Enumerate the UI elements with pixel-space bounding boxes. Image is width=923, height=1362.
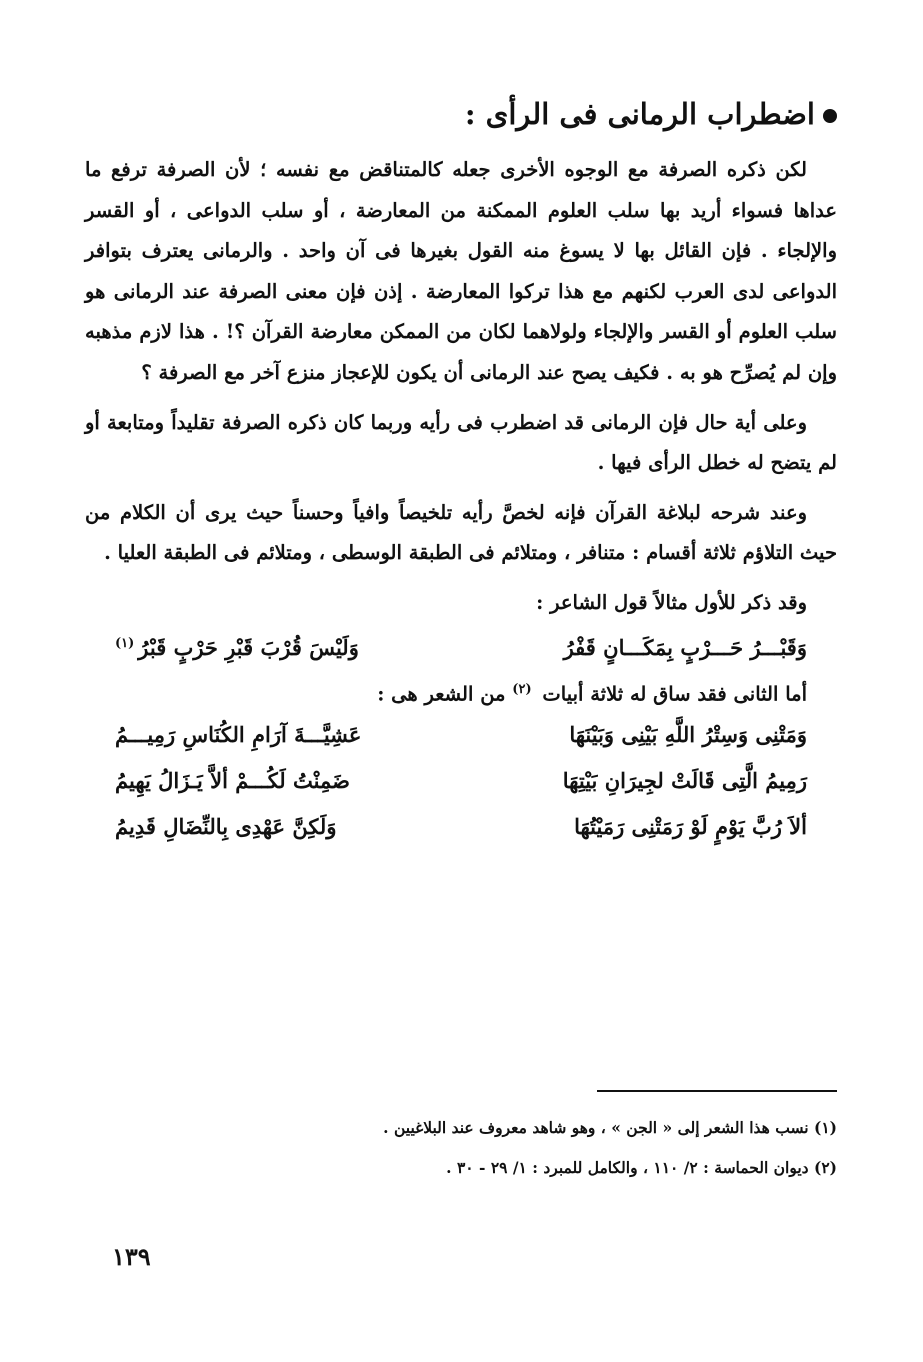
first-example-verse [85, 624, 837, 670]
verse-second-hemistich: عَشِيَّـــةَ آرَامِ الكُنَاسِ رَمِيـــمُ [115, 721, 362, 747]
verse-first-hemistich: وَقَبْـــرُ حَـــرْبٍ بِمَكَـــانٍ قَفْرُ [563, 634, 807, 660]
paragraph-3: وعند شرحه لبلاغة القرآن فإنه لخصَّ رأيه تلخيصاً وافياً وحسناً حيث يرى أن الكلام من حيث التلاؤم ثلاثة أقسام : متنافر ، ومتلائم فى الطبقة الوسطى ، ومتلائم فى الطبقة العليا . [85, 500, 837, 565]
verse-first-hemistich: رَمِيمُ الَّتِى قَالَتْ لجِيرَانِ بَيْتِهَا [562, 767, 807, 793]
verse-second-hemistich [115, 624, 359, 669]
paragraph-1: لكن ذكره الصرفة مع الوجوه الأخرى جعله كالمتناقض مع نفسه ؛ لأن الصرفة ترفع ما عداها فسواء أريد بها سلب العلوم الممكنة من المعارضة ، أو سلب الدواعى ، أو القسر والإلجاء . فإن القائل بها لا يسوغ منه القول بغيرها فى آن واحد . والرمانى يعترف بتوافر الدواعى لدى العرب لكنهم مع هذا تركوا المعارضة . إذن فإن معنى الصرفة عند الرمانى هو سلب العلوم أو القسر والإلجاء ولولاهما لكان من الممكن معارضة القرآن ؟! . هذا لازم مذهبه وإن لم يُصرِّح هو به . فكيف يصح عند الرمانى أن يكون للإعجاز منزع آخر مع الصرفة ؟ [85, 158, 837, 384]
footnote-ref-1: (١) [115, 635, 135, 651]
verse-line [85, 715, 837, 761]
verse-second-hemistich: ضَمِنْتُ لَكُـــمْ ألاَّ يَـزَالُ يَهِيمُ [115, 767, 350, 793]
verse-line [85, 761, 837, 807]
verse-second-hemistich: وَلَكِنَّ عَهْدِى بِالنِّضَالِ قَدِيمُ [115, 813, 337, 839]
footnote-ref-2: (٢) [512, 681, 532, 697]
second-example-intro-after: من الشعر هى : [377, 682, 506, 706]
second-example-verses [85, 715, 837, 853]
section-heading [97, 92, 837, 136]
section-heading-text: اضطراب الرمانى فى الرأى : [464, 97, 815, 131]
verse-line [85, 807, 837, 853]
bullet-icon [823, 109, 837, 123]
verse-second-hemistich-text: وَلَيْسَ قُرْبَ قَبْرِ حَرْبٍ قَبْرُ [138, 634, 359, 660]
footnotes [85, 1108, 837, 1188]
main-text [85, 150, 837, 853]
verse-first-hemistich: ألاَ رُبَّ يَوْمٍ لَوْ رَمَتْنِى رَمَيْتُهَا [574, 813, 807, 839]
footnote-2: (٢) ديوان الحماسة : ٢/ ١١٠ ، والكامل للمبرد : ١/ ٢٩ - ٣٠ . [446, 1158, 837, 1177]
verse-first-hemistich: وَمَتْنِى وَسِتْرُ اللَّهِ بَيْنِى وَبَيْنَهَا [569, 721, 807, 747]
first-example-intro: وقد ذكر للأول مثالاً قول الشاعر : [536, 590, 807, 614]
footnote-1: (١) نسب هذا الشعر إلى « الجن » ، وهو شاهد معروف عند البلاغيين . [383, 1118, 837, 1137]
second-example-intro [85, 670, 837, 715]
paragraph-2: وعلى أية حال فإن الرمانى قد اضطرب فى رأيه وربما كان ذكره الصرفة تقليداً ومتابعة أو لم يتضح له خطل الرأى فيها . [85, 410, 837, 475]
second-example-intro-before: أما الثانى فقد ساق له ثلاثة أبيات [542, 682, 807, 706]
page-number: ١٣٩ [112, 1242, 151, 1271]
footnote-divider [597, 1090, 837, 1092]
verse-line [85, 624, 837, 670]
